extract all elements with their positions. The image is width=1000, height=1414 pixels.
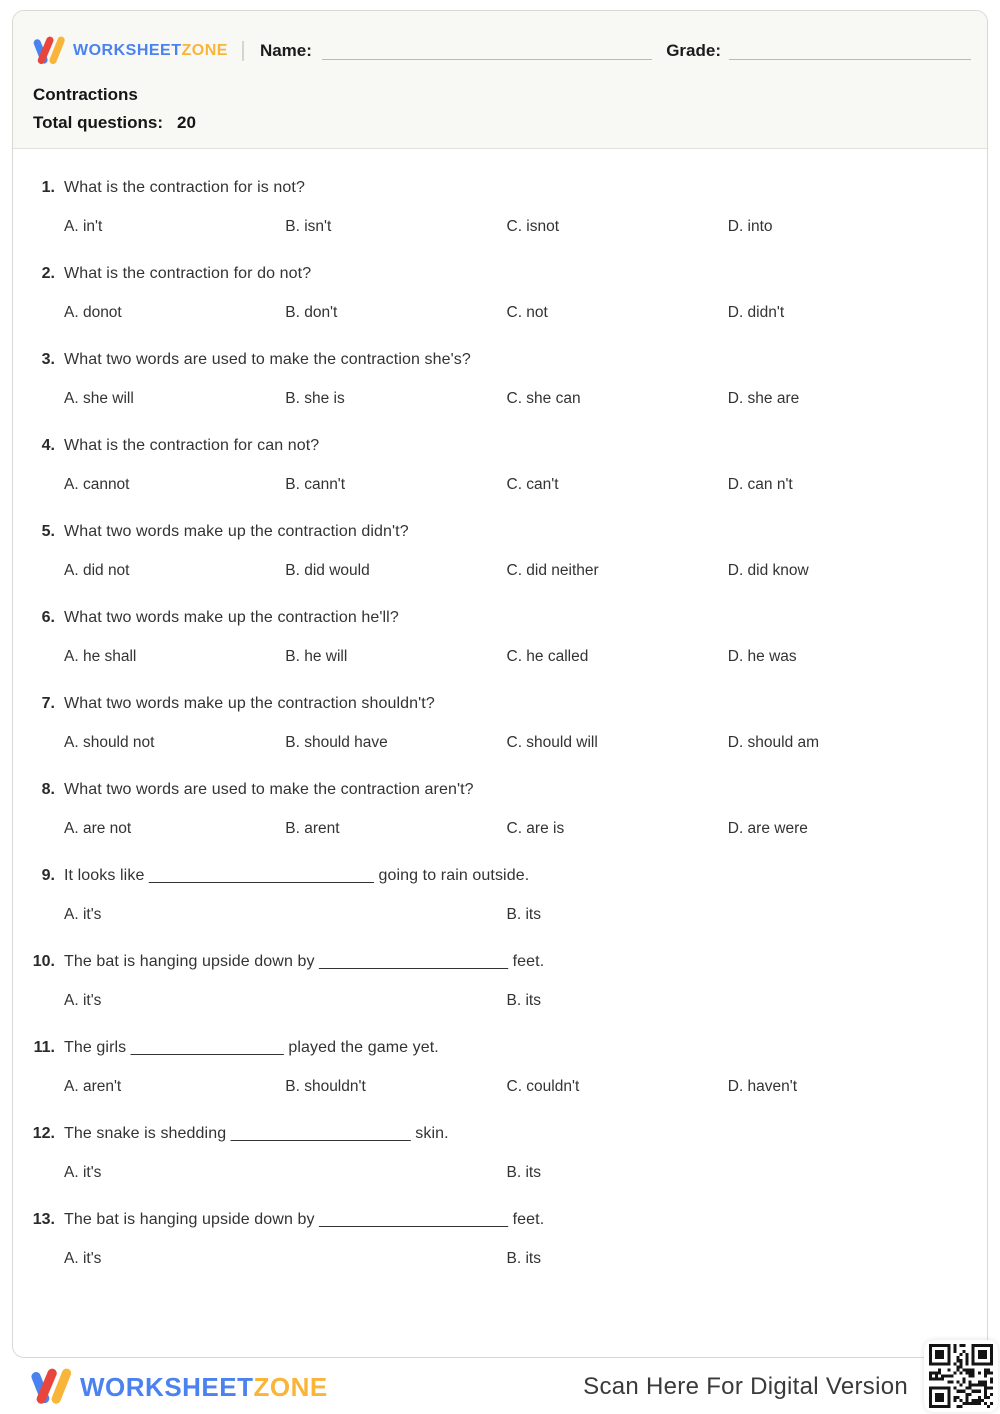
question (31, 1039, 949, 1096)
question-number: 9. (41, 867, 55, 884)
question (31, 953, 949, 1010)
questions-list (13, 149, 987, 1268)
option: A. he shall (64, 648, 137, 665)
qr-code-card (924, 1340, 998, 1412)
footer-logo-wordmark (80, 1372, 328, 1403)
option: B. its (506, 906, 541, 923)
question (31, 1125, 949, 1182)
option: D. can n't (727, 476, 793, 493)
question-text: What two words are used to make the contraction she's? (64, 351, 471, 368)
question-number: 6. (41, 609, 55, 626)
option: D. he was (727, 648, 797, 665)
option: D. are were (727, 820, 808, 837)
option: B. should have (285, 734, 388, 751)
question-text: What is the contraction for is not? (64, 179, 305, 196)
total-questions-line (33, 113, 967, 133)
question-text: The girls _________________ played the game yet. (64, 1039, 439, 1056)
question (31, 179, 949, 236)
option: A. should not (64, 734, 155, 751)
option: B. cann't (285, 476, 346, 493)
option: A. it's (64, 906, 102, 923)
question-text: What is the contraction for can not? (64, 437, 320, 454)
question-number: 5. (41, 523, 55, 540)
option: A. cannot (64, 476, 130, 493)
question (31, 695, 949, 752)
option: C. are is (506, 820, 565, 837)
option: A. aren't (64, 1078, 122, 1095)
option: B. shouldn't (285, 1078, 366, 1095)
option: A. did not (64, 562, 130, 579)
logo-word-zone: ZONE (253, 1371, 328, 1402)
worksheet-title: Contractions (33, 85, 138, 104)
option: C. isnot (506, 218, 560, 235)
option: B. he will (285, 648, 348, 665)
question (31, 437, 949, 494)
option: C. did neither (506, 562, 599, 579)
logo-word-worksheet: WORKSHEET (73, 42, 182, 59)
name-write-line (322, 59, 652, 60)
worksheet-header (13, 11, 987, 149)
option: A. it's (64, 1164, 102, 1181)
worksheetzone-logo (31, 33, 228, 69)
option: D. she are (727, 390, 800, 407)
option: C. she can (506, 390, 581, 407)
grade-write-line (729, 59, 971, 60)
page-footer (28, 1362, 1000, 1412)
question-number: 4. (41, 437, 55, 454)
question-number: 10. (32, 953, 55, 970)
question-text: The snake is shedding ____________________ skin. (64, 1125, 449, 1142)
worksheetzone-w-mark-icon (31, 33, 67, 69)
qr-code-icon (929, 1344, 993, 1408)
question (31, 265, 949, 322)
total-questions-label: Total questions: (33, 113, 164, 132)
option: A. are not (64, 820, 132, 837)
option: B. its (506, 992, 541, 1009)
option: A. donot (64, 304, 122, 321)
question-text: The bat is hanging upside down by _____________________ feet. (64, 1211, 545, 1228)
question (31, 781, 949, 838)
question-number: 13. (32, 1211, 55, 1228)
name-label: Name: (259, 41, 312, 60)
header-divider (242, 41, 244, 61)
option: D. didn't (727, 304, 785, 321)
option: A. she will (64, 390, 134, 407)
question-number: 11. (33, 1039, 55, 1056)
question-text: The bat is hanging upside down by _____________________ feet. (64, 953, 545, 970)
option: C. couldn't (506, 1078, 580, 1095)
question-number: 12. (32, 1125, 55, 1142)
question (31, 609, 949, 666)
option: D. did know (727, 562, 809, 579)
option: C. should will (506, 734, 598, 751)
option: B. its (506, 1250, 541, 1267)
question-text: What two words are used to make the contraction aren't? (64, 781, 474, 798)
question-number: 3. (41, 351, 55, 368)
option: D. should am (727, 734, 820, 751)
option: A. it's (64, 992, 102, 1009)
option: A. it's (64, 1250, 102, 1267)
option: A. in't (64, 218, 103, 235)
option: C. can't (506, 476, 559, 493)
option: C. not (506, 304, 548, 321)
option: B. she is (285, 390, 345, 407)
worksheet-card (12, 10, 988, 1358)
footer-worksheetzone-logo (28, 1364, 328, 1410)
question (31, 1211, 949, 1268)
question (31, 351, 949, 408)
question (31, 523, 949, 580)
question-number: 1. (41, 179, 55, 196)
question-text: What two words make up the contraction he'll? (64, 609, 399, 626)
question-text: What two words make up the contraction didn't? (64, 523, 409, 540)
total-questions-value: 20 (177, 113, 196, 132)
logo-wordmark (73, 42, 228, 60)
logo-word-worksheet: WORKSHEET (80, 1371, 254, 1402)
question-text: It looks like _________________________ going to rain outside. (64, 867, 530, 884)
option: B. don't (285, 304, 338, 321)
logo-word-zone: ZONE (181, 42, 228, 59)
question-number: 7. (41, 695, 55, 712)
option: B. arent (285, 820, 340, 837)
question-number: 2. (41, 265, 55, 282)
question (31, 867, 949, 924)
option: D. haven't (727, 1078, 798, 1095)
worksheetzone-w-mark-icon (28, 1364, 74, 1410)
option: B. did would (285, 562, 370, 579)
question-number: 8. (41, 781, 55, 798)
option: B. isn't (285, 218, 332, 235)
scan-here-text: Scan Here For Digital Version (583, 1373, 908, 1400)
question-text: What two words make up the contraction shouldn't? (64, 695, 435, 712)
grade-label: Grade: (666, 41, 721, 60)
question-text: What is the contraction for do not? (64, 265, 312, 282)
option: B. its (506, 1164, 541, 1181)
title-block (13, 69, 987, 133)
option: C. he called (506, 648, 589, 665)
option: D. into (727, 218, 773, 235)
header-logo-row (13, 11, 987, 69)
